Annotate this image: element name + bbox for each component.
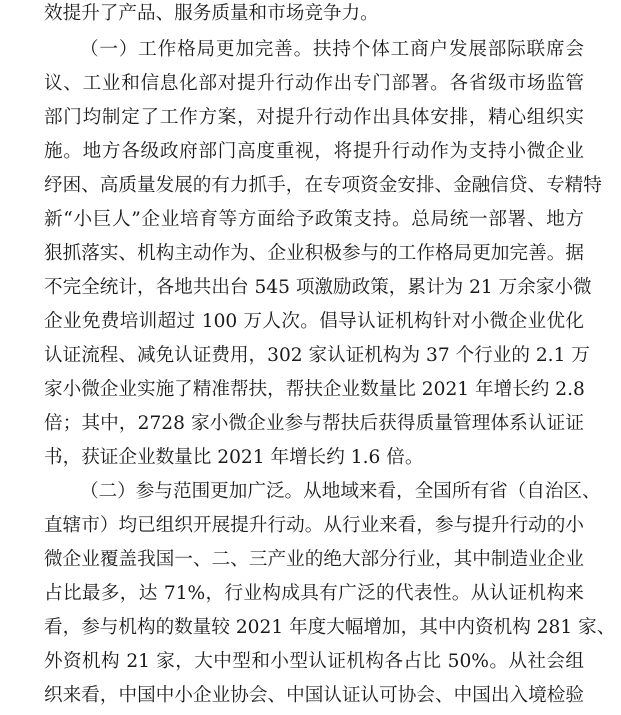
section2-line-7: 织来看，中国中小企业协会、中国认证认可协会、中国出入境检验 <box>44 685 584 706</box>
section2-line-4: 占比最多，达 71%，行业构成具有广泛的代表性。从认证机构来 <box>44 583 584 604</box>
section1-line-1: （一）工作格局更加完善。扶持个体工商户发展部际联席会 <box>80 39 584 60</box>
section1-line-8: 不完全统计，各地共出台 545 项激励政策，累计为 21 万余家小微 <box>44 277 592 298</box>
section1-line-6: 新“小巨人”企业培育等方面给予政策支持。总局统一部署、地方 <box>44 209 584 230</box>
section2-line-6: 外资机构 21 家，大中型和小型认证机构各占比 50%。从社会组 <box>44 651 584 672</box>
section1-line-11: 家小微企业实施了精准帮扶，帮扶企业数量比 2021 年增长约 2.8 <box>44 379 585 400</box>
section2-line-2: 直辖市）均已组织开展提升行动。从行业来看，参与提升行动的小 <box>44 515 584 536</box>
section1-line-5: 纾困、高质量发展的有力抓手，在专项资金安排、金融信贷、专精特 <box>44 175 602 196</box>
section1-line-13: 书，获证企业数量比 2021 年增长约 1.6 倍。 <box>44 447 424 468</box>
section2-line-5: 看，参与机构的数量较 2021 年度大幅增加，其中内资机构 281 家、 <box>44 617 616 638</box>
section1-line-4: 施。地方各级政府部门高度重视，将提升行动作为支持小微企业 <box>44 141 584 162</box>
section2-line-1: （二）参与范围更加广泛。从地域来看，全国所有省（自治区、 <box>80 481 601 502</box>
section1-line-2: 议、工业和信息化部对提升行动作出专门部署。各省级市场监管 <box>44 73 584 94</box>
section1-line-7: 狠抓落实、机构主动作为、企业积极参与的工作格局更加完善。据 <box>44 243 584 264</box>
section1-line-10: 认证流程、减免认证费用，302 家认证机构为 37 个行业的 2.1 万 <box>44 345 590 366</box>
section2-line-3: 微企业覆盖我国一、二、三产业的绝大部分行业，其中制造业企业 <box>44 549 584 570</box>
section1-line-12: 倍；其中，2728 家小微企业参与帮扶后获得质量管理体系认证证 <box>44 413 584 434</box>
section1-line-3: 部门均制定了工作方案，对提升行动作出具体安排，精心组织实 <box>44 107 584 128</box>
section1-line-9: 企业免费培训超过 100 万人次。倡导认证机构针对小微企业优化 <box>44 311 584 332</box>
intro-line-1: 效提升了产品、服务质量和市场竞争力。 <box>44 3 379 24</box>
